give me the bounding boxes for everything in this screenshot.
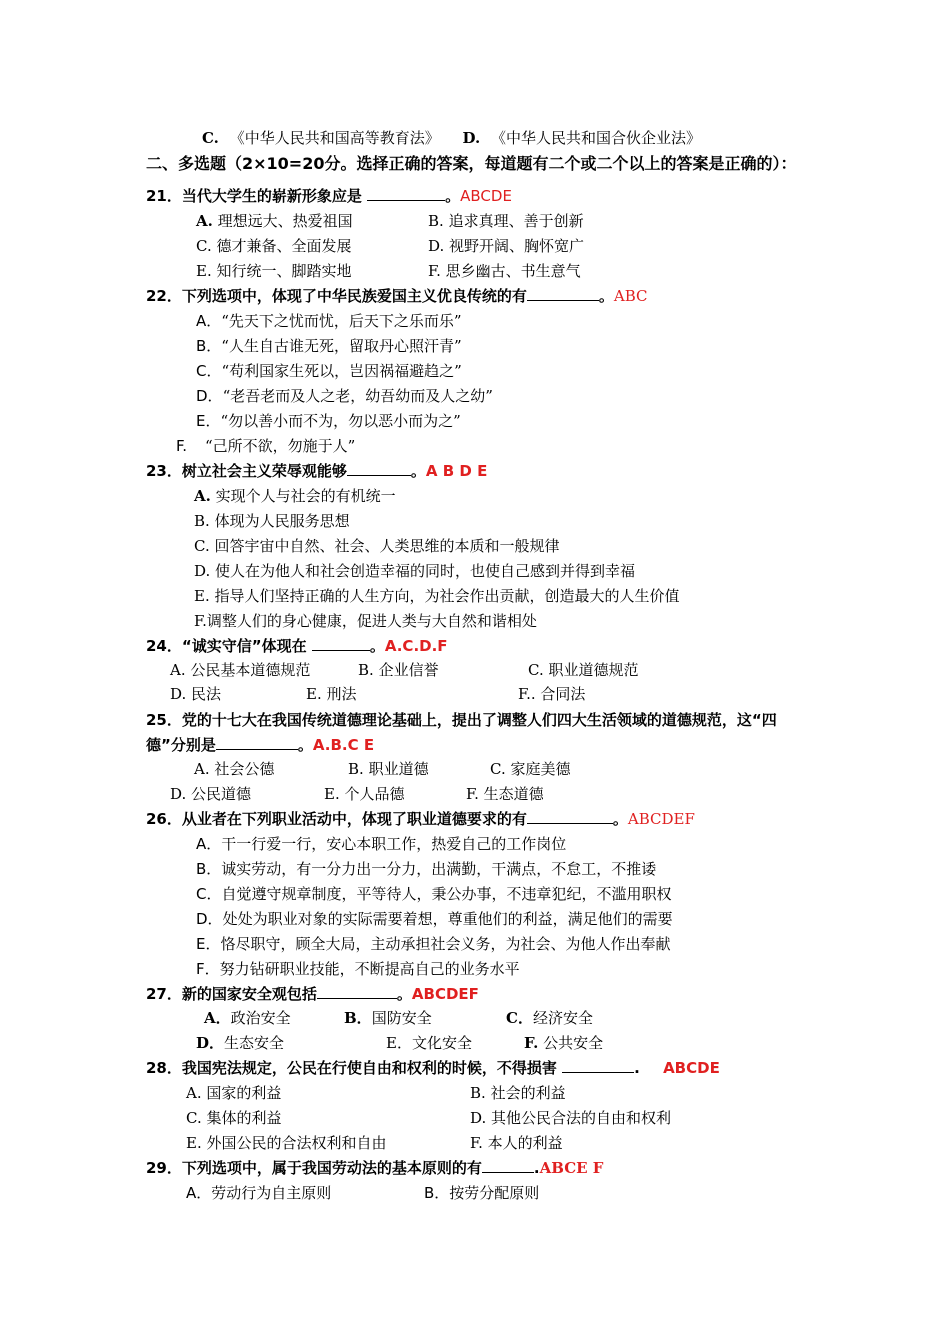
option: E. 知行统一、脚踏实地 xyxy=(196,262,352,280)
question-25-cont: 德”分别是 。A.B.C E xyxy=(146,736,375,754)
option: E．“勿以善小而不为，勿以恶小而为之” xyxy=(196,412,461,430)
option: D．生态安全 xyxy=(196,1034,285,1052)
question-28: 28．我国宪法规定，公民在行使自由和权利的时候，不得损害 . ABCDE xyxy=(146,1059,720,1077)
option-text: 《中华人民共和国高等教育法》 xyxy=(229,129,440,147)
option: D．“老吾老而及人之老，幼吾幼而及人之幼” xyxy=(196,387,493,405)
answer-key: ABCDEF xyxy=(411,985,479,1003)
option: C. 回答宇宙中自然、社会、人类思维的本质和一般规律 xyxy=(194,537,560,555)
question-21: 21．当代大学生的崭新形象应是 。ABCDE xyxy=(146,187,512,205)
option: A. 理想远大、热爱祖国 xyxy=(196,212,353,230)
option: B．“人生自古谁无死，留取丹心照汗青” xyxy=(196,337,462,355)
option: B．按劳分配原则 xyxy=(424,1184,540,1202)
option: B．国防安全 xyxy=(344,1009,432,1027)
option: A．政治安全 xyxy=(204,1009,291,1027)
option: C. 集体的利益 xyxy=(186,1109,282,1127)
option: A. 实现个人与社会的有机统一 xyxy=(194,487,396,505)
option: F. 公共安全 xyxy=(524,1034,604,1052)
option: F．努力钻研职业技能，不断提高自己的业务水平 xyxy=(196,960,520,978)
option: A．劳动行为自主原则 xyxy=(186,1184,332,1202)
prev-question-options xyxy=(202,128,701,148)
answer-key: ABCDE xyxy=(663,1059,720,1077)
answer-key: ABCE F xyxy=(539,1159,604,1177)
option: C．“苟利国家生死以，岂因祸福避趋之” xyxy=(196,362,462,380)
option: F. 生态道德 xyxy=(466,785,544,803)
option: D. 视野开阔、胸怀宽广 xyxy=(428,237,585,255)
answer-key: ABCDE xyxy=(460,187,512,205)
option: B. 社会的利益 xyxy=(470,1084,566,1102)
question-25: 25．党的十七大在我国传统道德理论基础上，提出了调整人们四大生活领域的道德规范，这“四 xyxy=(146,711,777,729)
option: A. 国家的利益 xyxy=(186,1084,282,1102)
option: F. 思乡幽古、书生意气 xyxy=(428,262,581,280)
option: A．“先天下之忧而忧，后天下之乐而乐” xyxy=(196,312,462,330)
option: E. 指导人们坚持正确的人生方向，为社会作出贡献，创造最大的人生价值 xyxy=(194,587,680,605)
question-29: 29．下列选项中，属于我国劳动法的基本原则的有 .ABCE F xyxy=(146,1159,604,1177)
option: B. 体现为人民服务思想 xyxy=(194,512,350,530)
option: B. 职业道德 xyxy=(348,760,429,778)
option: E. 刑法 xyxy=(306,685,357,703)
option: E．恪尽职守，顾全大局，主动承担社会义务，为社会、为他人作出奉献 xyxy=(196,935,671,953)
option: F.调整人们的身心健康，促进人类与大自然和谐相处 xyxy=(194,612,537,630)
option: D. 公民道德 xyxy=(170,785,252,803)
option: B．诚实劳动，有一分力出一分力，出满勤，干满点，不怠工，不推诿 xyxy=(196,860,657,878)
option: C．自觉遵守规章制度，平等待人，秉公办事，不违章犯纪，不滥用职权 xyxy=(196,885,672,903)
option: D. 其他公民合法的自由和权利 xyxy=(470,1109,672,1127)
option: C. 职业道德规范 xyxy=(528,661,639,679)
answer-key: A B D E xyxy=(425,462,488,480)
answer-key: ABC xyxy=(613,287,648,305)
option: E. 个人品德 xyxy=(324,785,405,803)
option: D. 民法 xyxy=(170,685,222,703)
option: F. “己所不欲，勿施于人” xyxy=(176,437,356,455)
question-27: 27．新的国家安全观包括 。ABCDEF xyxy=(146,985,479,1003)
option: E．文化安全 xyxy=(386,1034,472,1052)
question-22: 22．下列选项中，体现了中华民族爱国主义优良传统的有 。ABC xyxy=(146,287,648,305)
option: C. 德才兼备、全面发展 xyxy=(196,237,352,255)
question-24: 24．“诚实守信”体现在 。A.C.D.F xyxy=(146,637,448,655)
option-label: D. xyxy=(462,129,481,147)
option-label: C. xyxy=(202,129,219,147)
answer-key: A.B.C E xyxy=(312,736,375,754)
question-26: 26．从业者在下列职业活动中，体现了职业道德要求的有 。ABCDEF xyxy=(146,810,695,828)
option: D. 使人在为他人和社会创造幸福的同时，也使自己感到并得到幸福 xyxy=(194,562,636,580)
option: A. 社会公德 xyxy=(194,760,275,778)
option: A．干一行爱一行，安心本职工作，热爱自己的工作岗位 xyxy=(196,835,567,853)
option: A. 公民基本道德规范 xyxy=(170,661,311,679)
option: B. 追求真理、善于创新 xyxy=(428,212,584,230)
section-title: 二、多选题（2×10=20分。选择正确的答案，每道题有二个或二个以上的答案是正确的）： xyxy=(146,154,797,173)
option: D．处处为职业对象的实际需要着想，尊重他们的利益，满足他们的需要 xyxy=(196,910,673,928)
question-23: 23．树立社会主义荣辱观能够 。A B D E xyxy=(146,462,488,480)
option: E. 外国公民的合法权利和自由 xyxy=(186,1134,387,1152)
option: F. 本人的利益 xyxy=(470,1134,563,1152)
option: C．经济安全 xyxy=(506,1009,593,1027)
option: F.. 合同法 xyxy=(518,685,586,703)
answer-key: ABCDEF xyxy=(627,810,695,828)
answer-key: A.C.D.F xyxy=(384,637,448,655)
option-text: 《中华人民共和国合伙企业法》 xyxy=(490,129,701,147)
option: B. 企业信誉 xyxy=(358,661,439,679)
option: C. 家庭美德 xyxy=(490,760,571,778)
